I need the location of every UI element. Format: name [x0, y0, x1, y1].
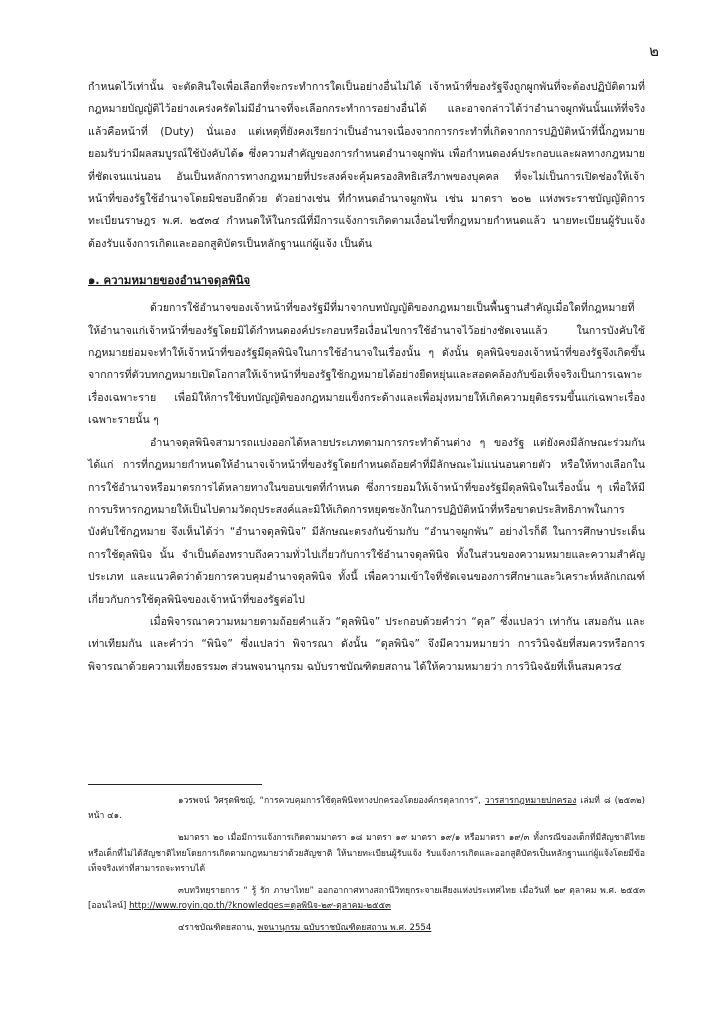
footnote-1-citation: เล่มที่ ๘ (๒๕๓๒) หน้า ๔๑. [88, 796, 645, 822]
footnote-3-url-link[interactable]: http://www.royin.go.th/?knowledges=ดุลพินิจ-๒๙-ตุลาคม-๒๕๕๓ [129, 901, 391, 912]
footnote-1 [88, 794, 645, 824]
footnote-1-text: ๑วรพจน์ วิศรุตพิชญ์, “การควบคุมการใช้ดุลพินิจทางปกครองโดยองค์กรตุลาการ”, [178, 796, 485, 806]
page-number: ๒ [649, 42, 659, 60]
paragraph-discretion-origin: ด้วยการใช้อำนาจของเจ้าหน้าที่ของรัฐมีที่มาจากบทบัญญัติของกฎหมายเป็นพื้นฐานสำคัญเมื่อใดที่กฎหมายที่ให้อำนาจแก่เจ้าหน้าที่ของรัฐโดยมิได้กำหนดองค์ประกอบหรือเงื่อนไขการใช้อำนาจไว้อย่างชัดเจนแล้ว ในการบังคับใช้กฎหมายย่อมจะทำให้เจ้าหน้าที่ของรัฐมีดุลพินิจในการใช้อำนาจในเรื่องนั้น ๆ ดังนั้น ดุลพินิจของเจ้าหน้าที่ของรัฐจึงเกิดขึ้นจากการที่ตัวบทกฎหมายเปิดโอกาสให้เจ้าหน้าที่ของรัฐใช้กฎหมายได้อย่างยืดหยุ่นและสอดคล้องกับข้อเท็จจริงเป็นการเฉพาะเรื่องเฉพาะราย เพื่อมิให้การใช้บทบัญญัติของกฎหมายแข็งกระด้างและเพื่อมุ่งหมายให้เกิดความยุติธรรมขึ้นแก่เฉพาะเรื่องเฉพาะรายนั้น ๆ [88, 302, 645, 427]
footnote-3 [88, 884, 645, 914]
footnote-separator [88, 784, 262, 785]
paragraph-binding-power: กำหนดไว้เท่านั้น จะตัดสินใจเพื่อเลือกที่จะกระทำการใดเป็นอย่างอื่นไม่ได้ เจ้าหน้าที่ของรัฐจึงถูกผูกพันที่จะต้องปฏิบัติตามที่กฎหมายบัญญัติไว้อย่างเคร่งครัดไม่มีอำนาจที่จะเลือกกระทำการอย่างอื่นได้ และอาจกล่าวได้ว่าอำนาจผูกพันนั้นแท้ที่จริงแล้วคือหน้าที่ (Duty) นั่นเอง แต่เหตุที่ยังคงเรียกว่าเป็นอำนาจเนื่องจากการกระทำที่เกิดจากการปฏิบัติหน้าที่นี้กฎหมายยอมรับว่ามีผลสมบูรณ์ใช้บังคับได้๑ ซึ่งความสำคัญของการกำหนดอำนาจผูกพัน เพื่อกำหนดองค์ประกอบและผลทางกฎหมายที่ชัดเจนแน่นอน อันเป็นหลักการทางกฎหมายที่ประสงค์จะคุ้มครองสิทธิเสรีภาพของบุคคล ที่จะไม่เป็นการเปิดช่องให้เจ้าหน้าที่ของรัฐใช้อำนาจโดยมิชอบอีกด้วย ตัวอย่างเช่น ที่กำหนดอำนาจผูกพัน เช่น มาตรา ๒๐๒ แห่งพระราชบัญญัติการทะเบียนราษฎร พ.ศ. ๒๕๓๔ กำหนดให้ในกรณีที่มีการแจ้งการเกิดตามเงื่อนไขที่กฎหมายกำหนดแล้ว นายทะเบียนผู้รับแจ้งต้องรับแจ้งการเกิดและออกสูติบัตรเป็นหลักฐานแก่ผู้แจ้ง เป็นต้น [88, 81, 645, 250]
section-heading: ๑. ความหมายของอำนาจดุลพินิจ [88, 273, 251, 288]
footnote-1-journal-title: วารสารกฎหมายปกครอง [484, 796, 577, 806]
paragraph-discretion-types: อำนาจดุลพินิจสามารถแบ่งออกได้หลายประเภทตามการกระทำด้านต่าง ๆ ของรัฐ แต่ยังคงมีลักษณะร่วมกัน ได้แก่ การที่กฎหมายกำหนดให้อำนาจเจ้าหน้าที่ของรัฐโดยกำหนดถ้อยคำที่มีลักษณะไม่แน่นอนตายตัว หรือให้ทางเลือกในการใช้อำนาจหรือมาตรการได้หลายทางในขอบเขตที่กำหนด ซึ่งการยอมให้เจ้าหน้าที่ของรัฐมีดุลพินิจในเรื่องนั้น ๆ เพื่อให้มีการบริหารกฎหมายให้เป็นไปตามวัตถุประสงค์และมิให้เกิดการหยุดชะงักในการปฏิบัติหน้าที่หรือขาดประสิทธิภาพในการบังคับใช้กฎหมาย จึงเห็นได้ว่า “อำนาจดุลพินิจ” มีลักษณะตรงกันข้ามกับ “อำนาจผูกพัน” อย่างไรก็ดี ในการศึกษาประเด็นการใช้ดุลพินิจ นั้น จำเป็นต้องทราบถึงความทั่วไปเกี่ยวกับการใช้อำนาจดุลพินิจ ทั้งในส่วนของความหมายและความสำคัญ ประเภท และแนวคิดว่าด้วยการควบคุมอำนาจดุลพินิจ ทั้งนี้ เพื่อความเข้าใจที่ชัดเจนของการศึกษาและวิเคราะห์หลักเกณฑ์เกี่ยวกับการใช้ดุลพินิจของเจ้าหน้าที่ของรัฐต่อไป [88, 436, 645, 606]
footnote-4-text: ๔ราชบัณฑิตยสถาน, [178, 923, 258, 934]
footnote-2: ๒มาตรา ๒๐ เมื่อมีการแจ้งการเกิดตามมาตรา ๑๘ มาตรา ๑๙ มาตรา ๑๙/๑ หรือมาตรา ๑๙/๓ ทั้งกรณีของเด็กที่มีสัญชาติไทยหรือเด็กที่ไม่ได้สัญชาติไทยโดยการเกิดตามกฎหมายว่าด้วยสัญชาติ ให้นายทะเบียนผู้รับแจ้ง รับแจ้งการเกิดและออกสูติบัตรเป็นหลักฐานแก่ผู้แจ้งโดยมีข้อเท็จจริงเท่าที่สามารถจะทราบได้ [88, 833, 645, 874]
paragraph-discretion-meaning: เมื่อพิจารณาความหมายตามถ้อยคำแล้ว “ดุลพินิจ” ประกอบด้วยคำว่า “ดุล” ซึ่งแปลว่า เท่ากัน เสมอกัน และเท่าเทียมกัน และคำว่า “พินิจ” ซึ่งแปลว่า พิจารณา ดังนั้น “ดุลพินิจ” จึงมีความหมายว่า การวินิจฉัยที่สมควรหรือการพิจารณาด้วยความเที่ยงธรรม๓ ส่วนพจนานุกรม ฉบับราชบัณฑิตยสถาน ได้ให้ความหมายว่า การวินิจฉัยที่เห็นสมควร๔ [88, 615, 645, 673]
document-body [88, 76, 645, 678]
footnote-4-book-title: พจนานุกรม ฉบับราชบัณฑิตยสถาน พ.ศ. 2554 [257, 923, 432, 934]
footnote-3-text: ๓บทวิทยุรายการ “ รู้ รัก ภาษาไทย” ออกอากาศทางสถานีวิทยุกระจายเสียงแห่งประเทศไทย เมื่อวันที่ ๒๙ ตุลาคม พ.ศ. ๒๕๕๓ [ออนไลน์] [88, 886, 645, 912]
footnotes [88, 794, 645, 944]
footnote-4 [88, 921, 645, 936]
